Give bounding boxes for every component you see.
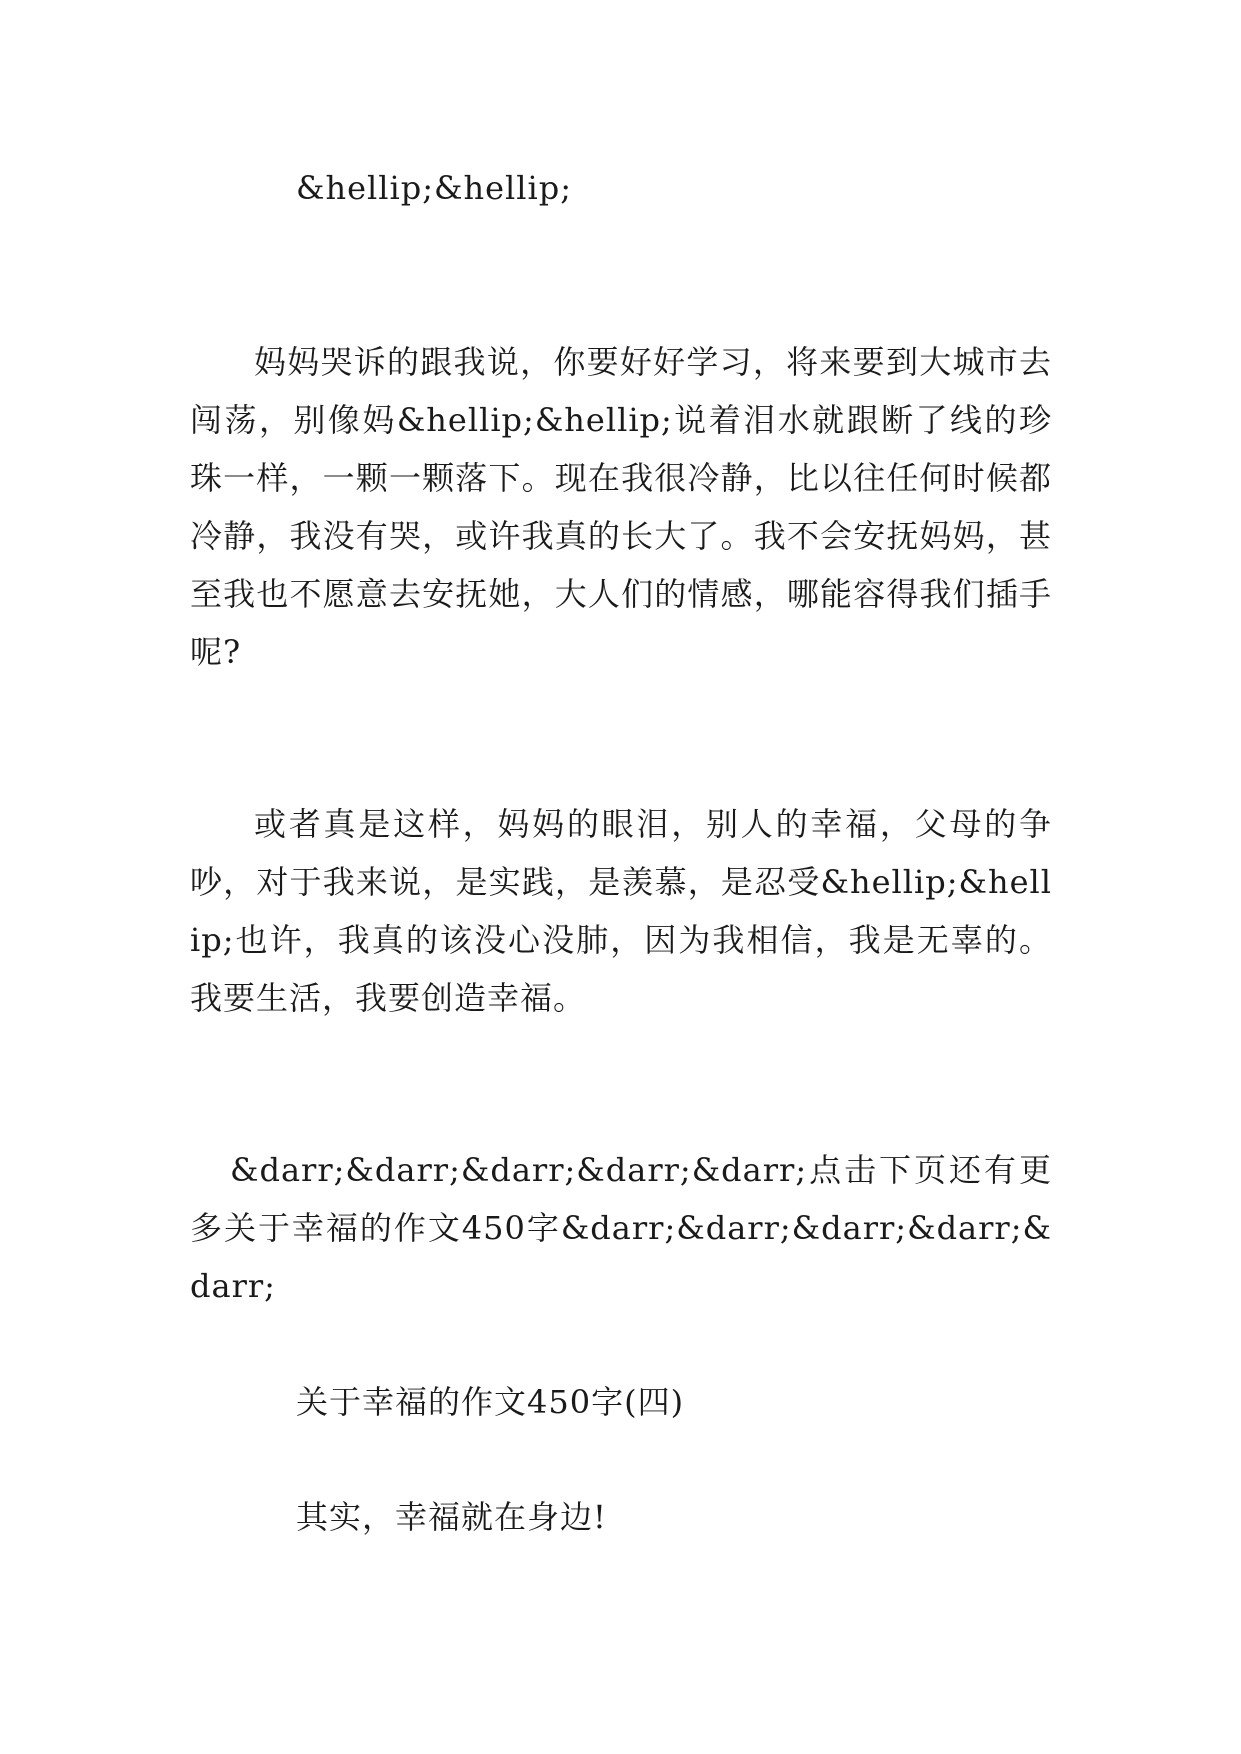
section-title: 关于幸福的作文450字(四) — [296, 1383, 685, 1421]
closing-line: 其实，幸福就在身边! — [296, 1498, 607, 1536]
ellipsis-line: &hellip;&hellip; — [296, 169, 572, 207]
paragraph-perhaps: 或者真是这样，妈妈的眼泪，别人的幸福，父母的争吵，对于我来说，是实践，是羡慕，是忍受&hellip;&hellip;也许，我真的该没心没肺，因为我相信，我是无辜的。我要生活，我要创造幸福。 — [190, 805, 1052, 1017]
next-page-note: &darr;&darr;&darr;&darr;&darr;点击下页还有更多关于幸福的作文450字&darr;&darr;&darr;&darr;&darr; — [190, 1151, 1052, 1305]
paragraph-mother: 妈妈哭诉的跟我说，你要好好学习，将来要到大城市去闯荡，别像妈&hellip;&hellip;说着泪水就跟断了线的珍珠一样，一颗一颗落下。现在我很冷静，比以往任何时候都冷静，我没有哭，或许我真的长大了。我不会安抚妈妈，甚至我也不愿意去安抚她，大人们的情感，哪能容得我们插手呢? — [190, 343, 1052, 671]
